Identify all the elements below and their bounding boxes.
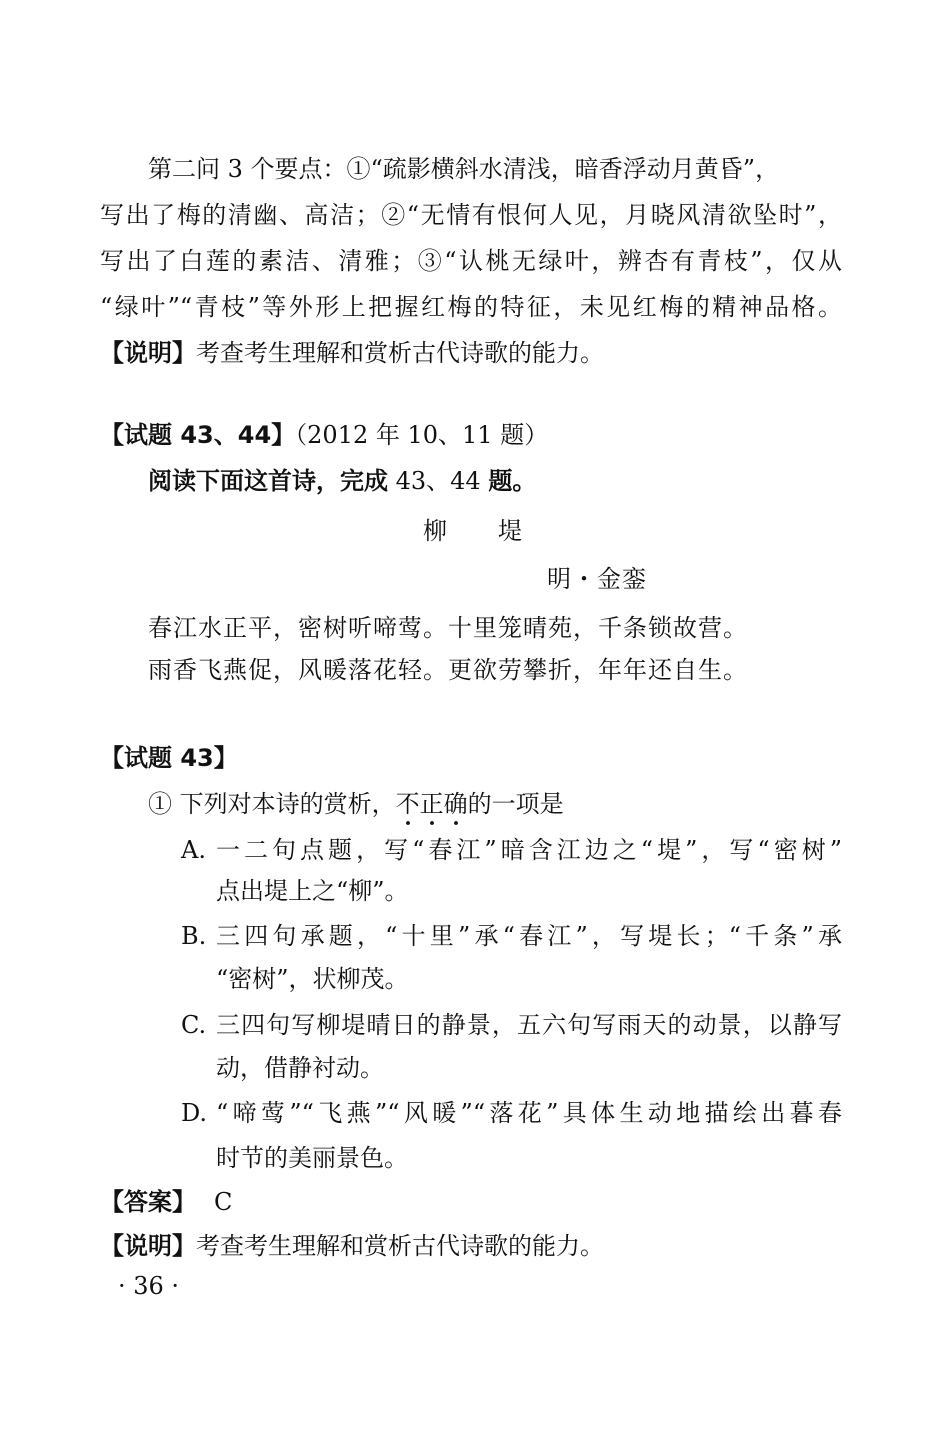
answer-line-1: 第二问 3 个要点：①“疏影横斜水清浅，暗香浮动月黄昏”， bbox=[148, 155, 780, 183]
section-heading-year: （2012 年 10、11 题） bbox=[295, 421, 549, 449]
answer-line-2: 写出了梅的清幽、高洁；②“无情有恨何人见，月晓风清欲坠时”， bbox=[100, 201, 842, 229]
option-d-line-2: 时节的美丽景色。 bbox=[216, 1144, 408, 1172]
note-text: 考查考生理解和赏析古代诗歌的能力。 bbox=[196, 1232, 604, 1260]
option-a-letter: A. bbox=[181, 836, 206, 864]
poem-title: 柳 堤 bbox=[423, 517, 523, 545]
poem-author: 明・金銮 bbox=[547, 565, 647, 593]
question-43-note bbox=[100, 1229, 604, 1263]
option-b-line-2: “密树”，状柳茂。 bbox=[216, 965, 409, 993]
answer-row bbox=[100, 1185, 232, 1219]
answer-label: 【答案】 bbox=[100, 1188, 196, 1216]
option-a-line-2: 点出堤上之“柳”。 bbox=[216, 877, 409, 905]
stem-pre: ① 下列对本诗的赏析， bbox=[148, 790, 396, 818]
option-b-letter: B. bbox=[181, 922, 207, 950]
answer-line-4: “绿叶”“青枝”等外形上把握红梅的特征，未见红梅的精神品格。 bbox=[100, 293, 842, 321]
question-43-stem bbox=[148, 787, 564, 821]
page-number: · 36 · bbox=[118, 1272, 180, 1300]
option-c-line-2: 动，借静衬动。 bbox=[216, 1054, 384, 1082]
note-label: 【说明】 bbox=[100, 1232, 196, 1260]
note-label: 【说明】 bbox=[100, 339, 196, 367]
option-a-line-1: 一二句点题，写“春江”暗含江边之“堤”，写“密树” bbox=[216, 836, 842, 864]
answer-line-3: 写出了白莲的素洁、清雅；③“认桃无绿叶，辨杏有青枝”，仅从 bbox=[100, 247, 842, 275]
instruction bbox=[148, 464, 536, 498]
option-c-line-1: 三四句写柳堤晴日的静景，五六句写雨天的动景，以静写 bbox=[216, 1011, 842, 1039]
instruction-bold-1: 阅读下面这首诗，完成 bbox=[148, 467, 388, 495]
option-b-line-1: 三四句承题，“十里”承“春江”，写堤长；“千条”承 bbox=[216, 922, 842, 950]
stem-post: 的一项是 bbox=[467, 790, 564, 818]
option-d-letter: D. bbox=[181, 1099, 208, 1127]
section-heading-bold: 【试题 43、44】 bbox=[100, 421, 296, 449]
instruction-bold-2: 题。 bbox=[488, 467, 537, 495]
poem-line-1: 春江水正平，密树听啼莺。十里笼晴苑，千条锁故营。 bbox=[148, 614, 748, 642]
answer-value: C bbox=[214, 1188, 233, 1216]
option-d-line-1: “啼莺”“飞燕”“风暖”“落花”具体生动地描绘出暮春 bbox=[216, 1099, 842, 1127]
instruction-num: 43、44 bbox=[388, 467, 489, 495]
option-c-letter: C. bbox=[181, 1011, 207, 1039]
stem-emphasis: 不正确 bbox=[395, 790, 468, 818]
note-text: 考查考生理解和赏析古代诗歌的能力。 bbox=[196, 339, 604, 367]
section-heading bbox=[100, 418, 548, 452]
question-43-heading: 【试题 43】 bbox=[100, 744, 238, 772]
poem-line-2: 雨香飞燕促，风暖落花轻。更欲劳攀折，年年还自生。 bbox=[148, 656, 748, 684]
answer-note bbox=[100, 336, 604, 370]
